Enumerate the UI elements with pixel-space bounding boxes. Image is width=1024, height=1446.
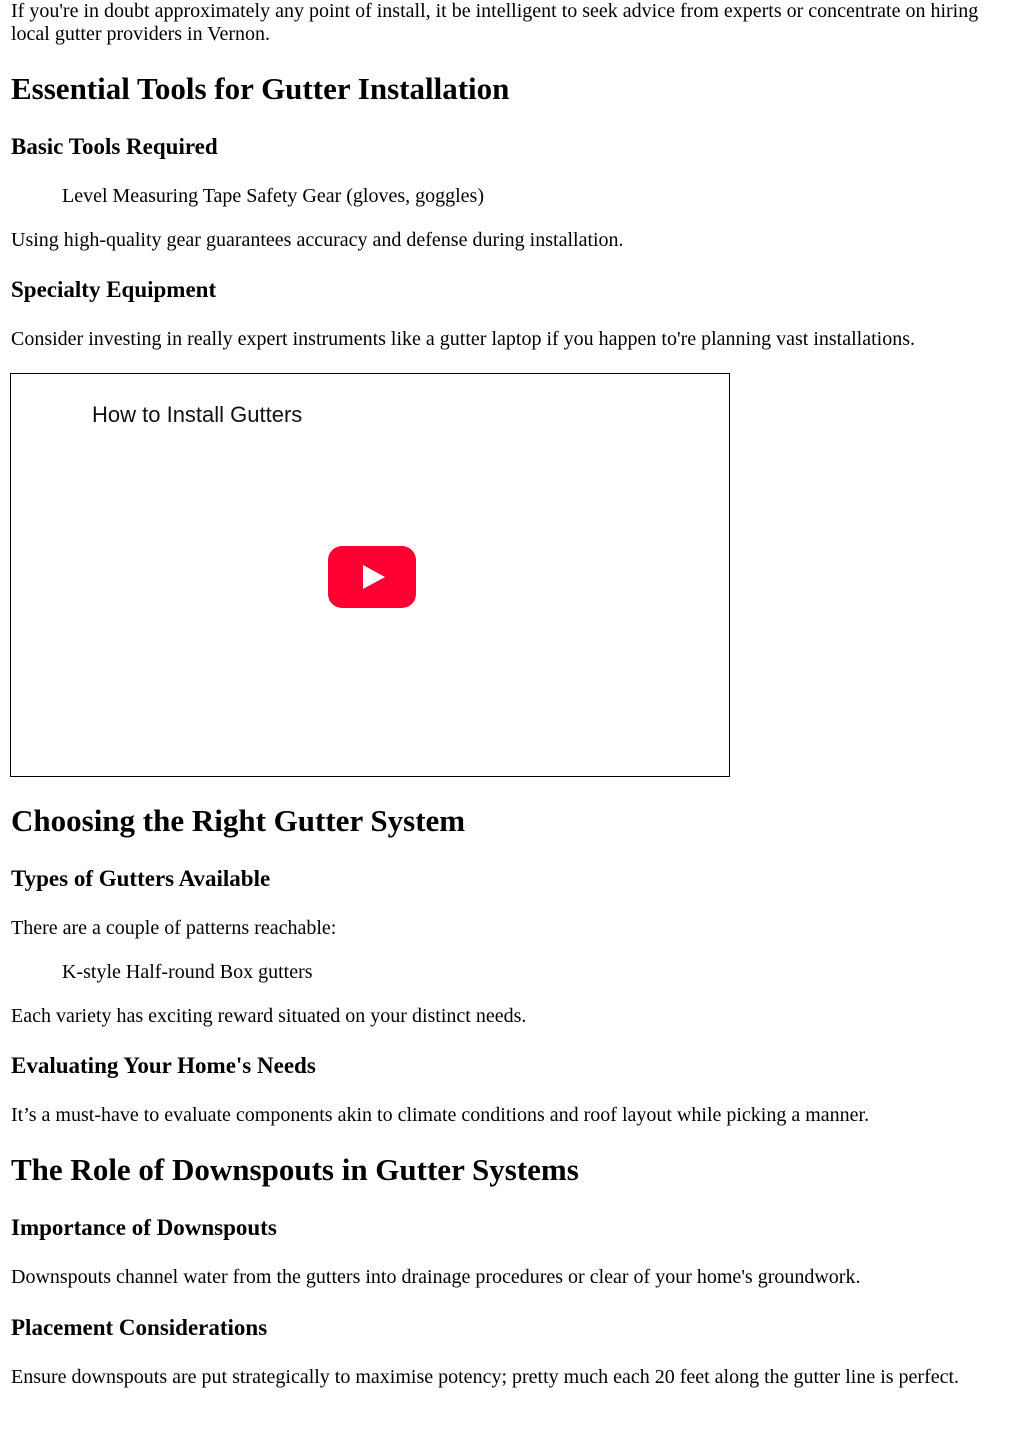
- gutter-types-list: K-style Half-round Box gutters: [62, 961, 313, 983]
- youtube-play-icon[interactable]: [328, 546, 416, 608]
- placement-paragraph: Ensure downspouts are put strategically to maximise potency; pretty much each 20 feet along the gutter line is perfect.: [11, 1366, 960, 1388]
- evaluating-paragraph: It’s a must-have to evaluate components akin to climate conditions and roof layout while picking a manner.: [11, 1104, 870, 1126]
- intro-paragraph: If you're in doubt approximately any point of install, it be intelligent to seek advice from experts or concentrate on hiring local gutter providers in Vernon.: [11, 0, 979, 45]
- heading-basic-tools: Basic Tools Required: [11, 134, 218, 159]
- heading-downspouts-role: The Role of Downspouts in Gutter Systems: [11, 1152, 579, 1187]
- specialty-paragraph: Consider investing in really expert instruments like a gutter laptop if you happen to're planning vast installations.: [11, 328, 915, 350]
- heading-choosing-system: Choosing the Right Gutter System: [11, 803, 466, 838]
- types-paragraph: Each variety has exciting reward situated on your distinct needs.: [11, 1005, 527, 1027]
- types-intro-paragraph: There are a couple of patterns reachable:: [11, 917, 337, 939]
- video-title[interactable]: How to Install Gutters: [92, 402, 303, 427]
- heading-specialty-equipment: Specialty Equipment: [11, 277, 217, 302]
- heading-essential-tools: Essential Tools for Gutter Installation: [11, 71, 510, 106]
- heading-placement-considerations: Placement Considerations: [11, 1315, 268, 1340]
- heading-types-of-gutters: Types of Gutters Available: [11, 866, 271, 891]
- importance-paragraph: Downspouts channel water from the gutters into drainage procedures or clear of your home's groundwork.: [11, 1266, 861, 1288]
- heading-evaluating-needs: Evaluating Your Home's Needs: [11, 1053, 316, 1078]
- heading-importance-downspouts: Importance of Downspouts: [11, 1215, 277, 1240]
- basic-tools-list: Level Measuring Tape Safety Gear (gloves, goggles): [62, 185, 484, 207]
- basic-tools-paragraph: Using high-quality gear guarantees accuracy and defense during installation.: [11, 229, 624, 251]
- video-embed[interactable]: [10, 373, 730, 777]
